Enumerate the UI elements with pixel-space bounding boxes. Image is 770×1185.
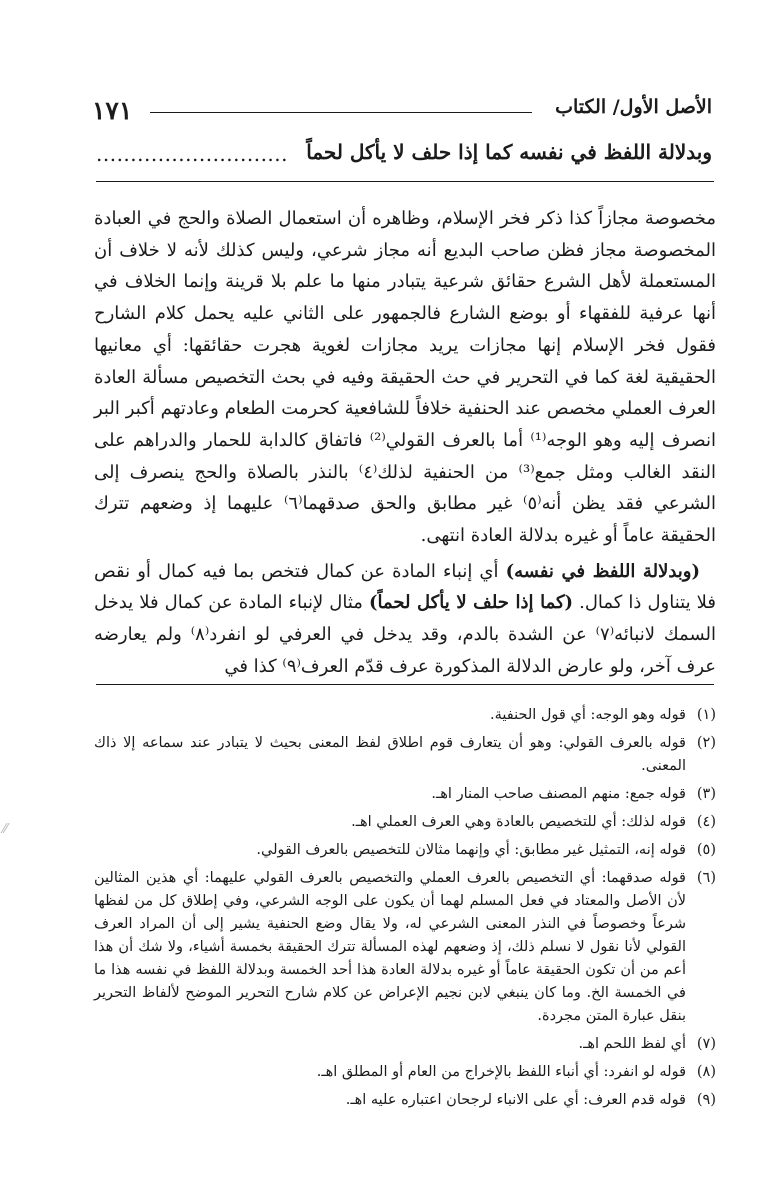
footnote-number: (٧) <box>696 1036 716 1052</box>
commentary-paragraph-1: مخصوصة مجازاً كذا ذكر فخر الإسلام، وظاهره أن استعمال الصلاة والحج في العبادة المخصوصة مجاز فظن صاحب البديع أنه مجاز شرعي، وليس كذلك لأنه لا خلاف أن المستعملة لأهل الشرع حقائق شرعية يتبادر منها ما علم بلا قرينة وإنما الخلاف في أنها عرفية للفقهاء أو بوضع الشارع فالجمهور على الثاني عليه يحمل كلام الشارح فقول فخر الإسلام إنها مجازات يريد مجازات لغوية هجرت حقائقها: أي معانيها الحقيقية لغة كما في التحرير في حث الحقيقة وفيه في بحث التخصيص مسألة العادة العرف العملي مخصص عند الحنفية خلافاً للشافعية كحرمت الطعام وعادتهم أكبر البر انصرف إليه وهو الوجه⁽¹⁾ أما بالعرف القولي⁽²⁾ فاتفاق كالدابة للحمار والدراهم على النقد الغالب ومثل جمع⁽³⁾ من الحنفية لذلك⁽٤⁾ بالنذر بالصلاة والحج ينصرف إلى الشرعي فقد يظن أنه⁽٥⁾ غير مطابق والحق صدقهما⁽٦⁾ عليهما إذ وضعهم تترك الحقيقة عاماً أو غيره بدلالة العادة انتهى. <box>94 208 716 547</box>
footnote-number: (٨) <box>696 1064 716 1080</box>
footnote-text: أي لفظ اللحم اهـ. <box>578 1036 686 1052</box>
footnote-number: (٥) <box>696 842 716 858</box>
footnote <box>94 1033 716 1056</box>
footnote-number: (٣) <box>696 786 716 802</box>
footnote-text: قوله لذلك: أي للتخصيص بالعادة وهي العرف العملي اهـ. <box>351 814 686 830</box>
footnote-text: قوله قدم العرف: أي على الانباء لرجحان اعتباره عليه اهـ. <box>345 1092 686 1108</box>
footnote-number: (٤) <box>696 814 716 830</box>
footnote-text: قوله جمع: منهم المصنف صاحب المنار اهـ. <box>431 786 686 802</box>
footnote-text: قوله وهو الوجه: أي قول الحنفية. <box>490 707 686 723</box>
footnote <box>94 704 716 727</box>
running-title: الأصل الأول/ الكتاب <box>555 96 712 118</box>
matn-quote-1: (وبدلالة اللفظ في نفسه) <box>505 560 701 582</box>
matn-quote-2: (كما إذا حلف لا يأكل لحماً) <box>368 592 574 614</box>
header-rule <box>150 112 532 113</box>
commentary-text-1: أي إنباء المادة عن كمال فتخص بما فيه كمال أو نقص فلا يتناول ذا كمال. <box>94 560 716 614</box>
page-number: ١٧١ <box>92 96 133 125</box>
footnote-number: (٦) <box>696 870 716 886</box>
footnote <box>94 811 716 834</box>
matn-text: وبدلالة اللفظ في نفسه كما إذا حلف لا يأكل لحماً <box>306 140 712 164</box>
footnote-number: (١) <box>696 707 716 723</box>
matn-separator <box>96 181 714 182</box>
commentary-text-2: مثال لإنباء المادة عن كمال فلا يدخل السمك لانبائه⁽٧⁾ عن الشدة بالدم، وقد يدخل في العرفي لو انفرد⁽٨⁾ ولم يعارضه عرف آخر، ولو عارض الدلالة المذكورة عرف قدّم العرف⁽٩⁾ كذا في <box>94 592 716 677</box>
footnote <box>94 1089 716 1112</box>
footnote-text: قوله بالعرف القولي: وهو أن يتعارف قوم اطلاق لفظ المعنى بحيث لا يتبادر عند سماعه إلا ذاك المعنى. <box>94 735 686 774</box>
footnote <box>94 783 716 806</box>
matn-dots: ............................ <box>96 142 289 166</box>
footnote <box>94 732 716 778</box>
footnote <box>94 1061 716 1084</box>
footnote <box>94 867 716 1028</box>
page-header <box>92 96 712 126</box>
matn-line <box>96 140 712 174</box>
margin-mark: ⁄⁄ <box>3 822 8 837</box>
footnote-text: قوله لو انفرد: أي أنباء اللفظ بالإخراج من العام أو المطلق اهـ. <box>316 1064 686 1080</box>
commentary-paragraph-2 <box>94 556 716 683</box>
footnote-number: (٩) <box>696 1092 716 1108</box>
footnote-separator <box>96 684 714 685</box>
footnote <box>94 839 716 862</box>
footnote-number: (٢) <box>696 735 716 751</box>
commentary-body <box>94 203 716 683</box>
footnotes <box>94 704 716 1117</box>
footnote-text: قوله إنه، التمثيل غير مطابق: أي وإنهما مثالان للتخصيص بالعرف القولي. <box>256 842 686 858</box>
footnote-text: قوله صدقهما: أي التخصيص بالعرف العملي والتخصيص بالعرف القولي عليهما: أي هذين المثالين لأن الأصل والمعتاد في فعل المسلم لهما أن يكون على الوجه الشرعي، وفي إطلاق كل من لفظها شرعاً وخصوصاً في النذر المعنى الشرعي له، ولا يقال وضع الحنفية يشير إلى أن المراد العرف القولي لأنا نقول لا نسلم ذلك، إذ وضعهم لهذه المسألة تترك الحقيقة بخمسة أشياء، ولا شك أن هذا أعم من أن تكون الحقيقة عاماً أو غيره بدلالة العادة هذا أحد الخمسة وبدلالة اللفظ في نفسه هذا ما في الخمسة الخ. وما كان ينبغي لابن نجيم الإعراض عن كلام شارح التحرير الموضح لألفاظ التحرير بنقل عبارة المتن مجردة. <box>94 870 686 1024</box>
